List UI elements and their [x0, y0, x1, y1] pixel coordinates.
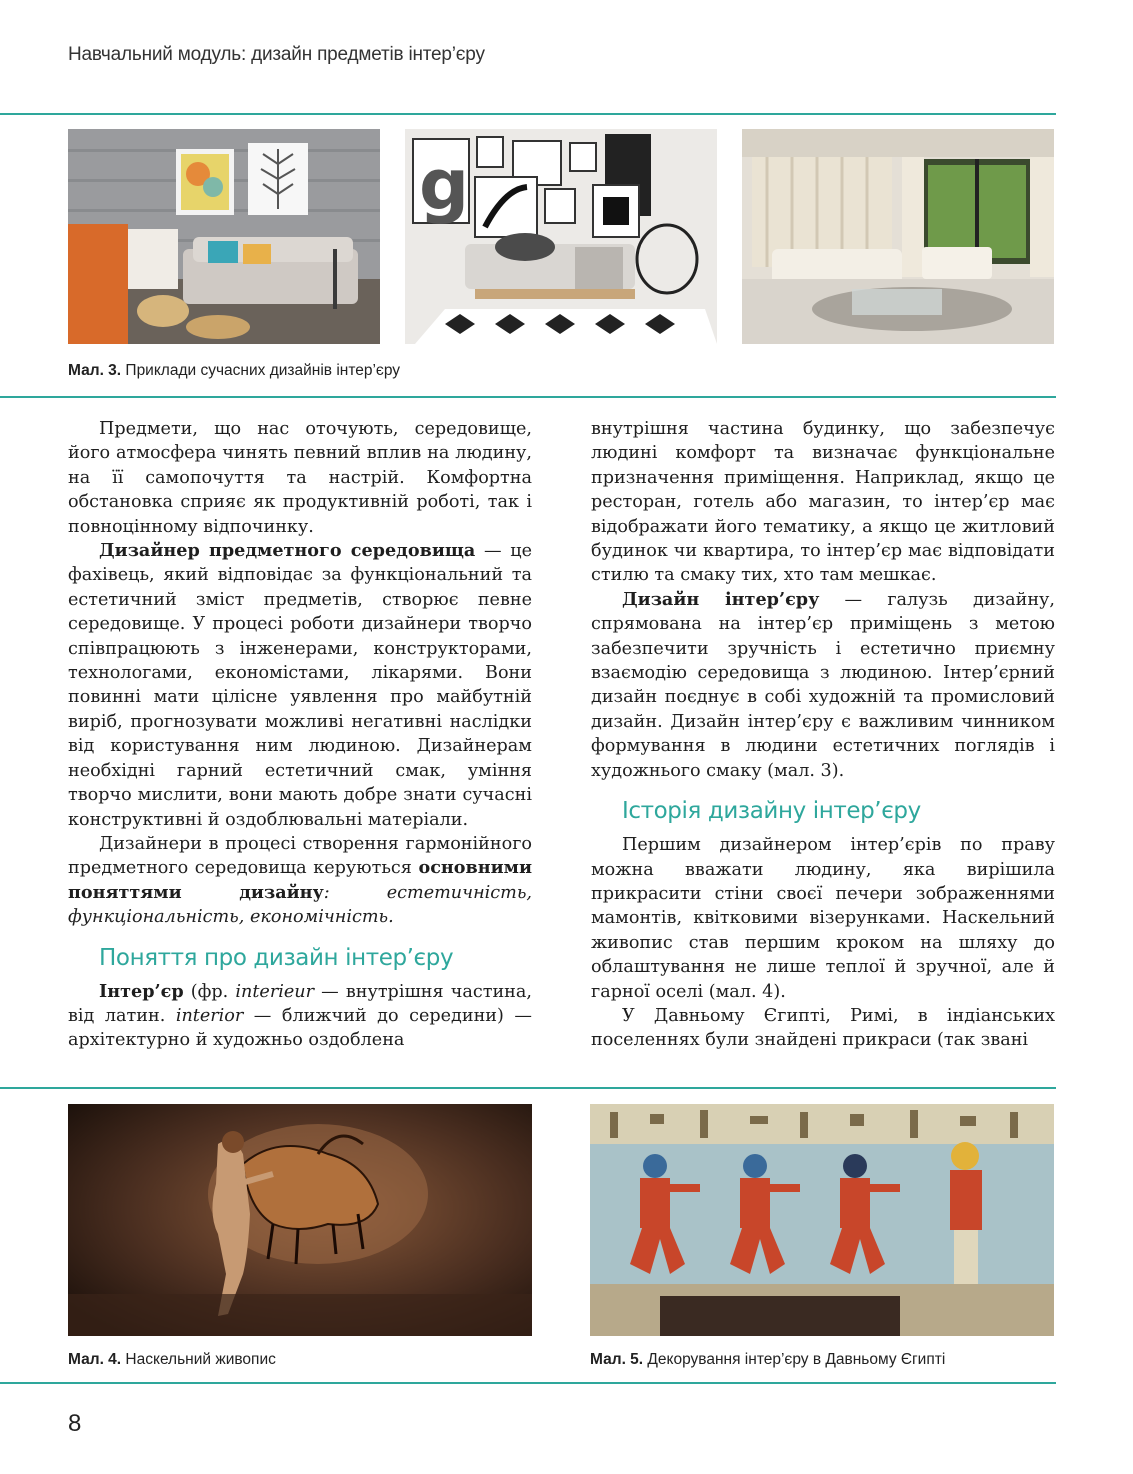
svg-text:g: g: [419, 144, 470, 226]
paragraph: [68, 832, 532, 930]
figure-text: Наскельний живопис: [125, 1351, 276, 1368]
photo-living-room-gray-wall: [68, 129, 380, 344]
term: Дизайнер предметного середовища: [99, 540, 476, 562]
photo-egyptian-wall-decoration: [590, 1104, 1054, 1336]
paragraph: У Давньому Єгипті, Римі, в індіанських поселеннях були знайдені прикраси (так звані: [591, 1005, 1055, 1051]
photo-cave-painting: [68, 1104, 532, 1336]
paragraph: Першим дизайнером інтер’єрів по праву можна вважати людину, яка вирішила прикрасити стіни своєї печери зображеннями мамонтів, квітковими візерунками. Наскельний живопис став першим кроком на шляху до облаштування не лише теплої й зручної, але й гарної оселі (мал. 4).: [591, 835, 1055, 1002]
photo-living-room-bright-window: [742, 129, 1054, 344]
figure-text: Декорування інтер’єру в Давньому Єгипті: [647, 1351, 946, 1368]
emphasis: interior: [175, 1005, 244, 1026]
text: — це фахівець, який відповідає за функціональний та естетичний зміст предметів, створює певне середовище. У процесі роботи дизайнери творчо співпрацюють з інженерами, конструкторами, технологами, економістами, лікарями. Вони повинні мати цілісне уявлення про майбутній виріб, прогнозувати можливі негативні наслідки від користування ним людиною. Дизайнерам необхідні гарний естетичний смак, уміння творчо мислити, вони мають добре знати сучасні конструктивні й оздоблювальні матеріали.: [68, 541, 532, 830]
left-column: [68, 417, 532, 1053]
paragraph: [68, 980, 532, 1053]
running-header: Навчальний модуль: дизайн предметів інтер’єру: [68, 44, 485, 65]
emphasis: interieur: [235, 981, 315, 1002]
figure-label: Мал. 3.: [68, 362, 122, 379]
footer-rule: [0, 1382, 1056, 1384]
term: Інтер’єр: [99, 980, 184, 1002]
text: — ближчий до середини) — архітектурно й художньо оздоблена: [68, 1005, 532, 1051]
term: Дизайн інтер’єру: [622, 588, 820, 610]
text: (фр.: [183, 981, 236, 1002]
paragraph: [68, 539, 532, 832]
figure-label: Мал. 5.: [590, 1351, 644, 1368]
figure-3-rule: [0, 396, 1056, 398]
emphasis: : естетичність, функціональність, економічність.: [68, 882, 533, 928]
paragraph: Предмети, що нас оточують, середовище, його атмосфера чинять певний вплив на людину, на її самопочуття та настрій. Комфортна обстановка сприяє як продуктивній роботі, так і повноцінному відпочинку.: [68, 419, 532, 537]
text: Дизайнери в процесі створення гармонійного предметного середовища керуються: [68, 833, 532, 879]
section-heading: Історія дизайну інтер’єру: [622, 798, 921, 825]
paragraph: [591, 588, 1055, 783]
text: — внутрішня частина, від латин.: [68, 981, 532, 1026]
figure-text: Приклади сучасних дизайнів інтер’єру: [125, 362, 401, 379]
header-rule: [0, 113, 1056, 115]
text: — галузь дизайну, спрямована на інтер’єр приміщень з метою забезпечити зручність і естетично приємну взаємодію середовища з людиною. Інтер’єрний дизайн поєднує в собі художній та промисловий дизайн. Дизайн інтер’єру є важливим чинником формування в людини естетичних поглядів і художнього смаку (мал. 3).: [591, 589, 1055, 781]
photo-living-room-gallery-wall: [405, 129, 717, 344]
term: основними поняттями дизайну: [68, 857, 532, 903]
text-bottom-rule: [0, 1087, 1056, 1089]
figure-label: Мал. 4.: [68, 1351, 122, 1368]
figure-4-caption: [68, 1351, 276, 1369]
paragraph: внутрішня частина будинку, що забезпечує людині комфорт та визначає функціональне призначення приміщення. Наприклад, якщо це ресторан, готель або магазин, то інтер’єр має відображати його тематику, а якщо це житловий будинок чи квартира, то інтер’єр має відповідати стилю та смаку тих, хто там мешкає.: [591, 419, 1055, 586]
right-column: [591, 417, 1055, 1053]
figure-5-caption: [590, 1351, 945, 1369]
section-heading: Поняття про дизайн інтер’єру: [99, 944, 454, 971]
page-number: 8: [68, 1410, 82, 1437]
figure-3-caption: [68, 362, 400, 380]
